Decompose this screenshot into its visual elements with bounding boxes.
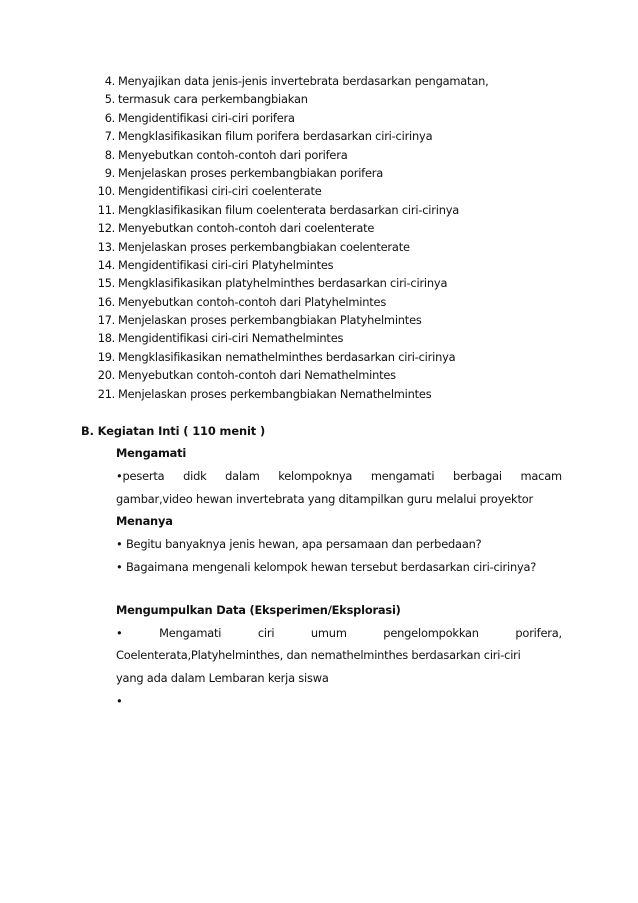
- objective-number: 18.: [97, 331, 115, 346]
- objective-item: [91, 385, 571, 403]
- objective-text: Menyebutkan contoh-contoh dari porifera: [118, 147, 348, 162]
- mengamati-word: dalam: [225, 468, 260, 483]
- objective-item: [91, 293, 571, 311]
- objective-text: Menyebutkan contoh-contoh dari Platyhelmintes: [118, 294, 387, 309]
- objective-number: 15.: [97, 276, 115, 291]
- mengumpulkan-word: umum: [310, 625, 347, 640]
- objective-number: 5.: [104, 92, 115, 107]
- objective-number: 4.: [104, 74, 115, 88]
- objective-number: 11.: [97, 202, 115, 217]
- objective-item: [91, 72, 571, 90]
- objective-item: [91, 127, 571, 145]
- objective-item: [91, 90, 571, 108]
- objective-text: Menyajikan data jenis-jenis invertebrata berdasarkan pengamatan,: [118, 74, 489, 88]
- objective-text: Menjelaskan proses perkembangbiakan porifera: [118, 165, 384, 180]
- objective-text: Menyebutkan contoh-contoh dari Nemathelmintes: [118, 368, 396, 383]
- objective-number: 21.: [97, 386, 115, 401]
- objective-item: [91, 201, 571, 219]
- objective-text: Mengklasifikasikan filum porifera berdasarkan ciri-cirinya: [118, 129, 433, 144]
- mengumpulkan-word: ciri: [257, 625, 275, 640]
- section-b: [81, 420, 571, 713]
- objective-item: [91, 311, 571, 329]
- objective-text: Menjelaskan proses perkembangbiakan Nemathelmintes: [118, 386, 432, 401]
- objective-text: Mengklasifikasikan nemathelminthes berdasarkan ciri-cirinya: [118, 349, 456, 364]
- menanya-question-1: • Begitu banyaknya jenis hewan, apa persamaan dan perbedaan?: [116, 537, 482, 552]
- objective-number: 13.: [97, 239, 115, 254]
- mengamati-word: kelompoknya: [278, 468, 353, 483]
- mengumpulkan-line-1: [116, 622, 562, 645]
- objective-number: 17.: [97, 313, 115, 328]
- objective-number: 19.: [97, 349, 115, 364]
- mengamati-word: mengamati: [370, 468, 435, 483]
- objective-text: termasuk cara perkembangbiakan: [118, 92, 308, 107]
- mengumpulkan-heading: Mengumpulkan Data (Eksperimen/Eksplorasi): [116, 602, 401, 617]
- mengumpulkan-word: pengelompokkan: [383, 625, 479, 640]
- objective-item: [91, 182, 571, 200]
- menanya-question-2: • Bagaimana mengenali kelompok hewan tersebut berdasarkan ciri-cirinya?: [116, 559, 537, 574]
- mengumpulkan-line-2-text: Coelenterata,Platyhelminthes, dan nemathelminthes berdasarkan ciri-ciri: [116, 648, 521, 663]
- spacer: [116, 579, 562, 599]
- section-b-title: B. Kegiatan Inti ( 110 menit ): [81, 424, 266, 438]
- objective-item: [91, 146, 571, 164]
- objective-item: [91, 109, 571, 127]
- objective-text: Mengklasifikasikan platyhelminthes berdasarkan ciri-cirinya: [118, 276, 448, 291]
- objective-number: 10.: [97, 184, 115, 199]
- mengumpulkan-word: porifera,: [515, 625, 562, 640]
- objective-number: 6.: [104, 110, 115, 125]
- mengumpulkan-word: •: [116, 625, 123, 640]
- objective-item: [91, 348, 571, 366]
- mengumpulkan-word: Mengamati: [159, 625, 222, 640]
- mengamati-heading: Mengamati: [116, 446, 187, 460]
- objective-item: [91, 164, 571, 182]
- objective-number: 14.: [97, 257, 115, 272]
- objective-text: Mengidentifikasi ciri-ciri coelenterate: [118, 184, 322, 199]
- mengumpulkan-line-2: [116, 644, 562, 667]
- objective-number: 7.: [104, 129, 115, 144]
- mengamati-line-1: [116, 465, 562, 488]
- mengumpulkan-line-3: yang ada dalam Lembaran kerja siswa: [116, 671, 329, 686]
- mengamati-word: didk: [183, 468, 207, 483]
- objective-text: Mengidentifikasi ciri-ciri porifera: [118, 110, 295, 125]
- objective-number: 8.: [104, 147, 115, 162]
- mengamati-line-2: gambar,video hewan invertebrata yang ditampilkan guru melalui proyektor: [116, 491, 533, 506]
- mengamati-word: •peserta: [116, 468, 165, 483]
- objective-number: 20.: [97, 368, 115, 383]
- objective-number: 16.: [97, 294, 115, 309]
- mengamati-word: macam: [520, 468, 562, 483]
- mengamati-word: berbagai: [452, 468, 502, 483]
- menanya-heading: Menanya: [116, 514, 173, 529]
- objective-number: 9.: [104, 165, 115, 180]
- objective-number: 12.: [97, 221, 115, 236]
- objective-text: Mengidentifikasi ciri-ciri Platyhelmintes: [118, 257, 334, 272]
- objective-item: [91, 329, 571, 347]
- objective-text: Menjelaskan proses perkembangbiakan Platyhelmintes: [118, 313, 422, 328]
- objective-text: Mengklasifikasikan filum coelenterata berdasarkan ciri-cirinya: [118, 202, 460, 217]
- section-b-body: [116, 442, 562, 713]
- objective-item: [91, 256, 571, 274]
- objective-item: [91, 238, 571, 256]
- objective-list: [91, 72, 571, 403]
- objective-item: [91, 366, 571, 384]
- objective-text: Mengidentifikasi ciri-ciri Nemathelmintes: [118, 331, 344, 346]
- objective-text: Menjelaskan proses perkembangbiakan coelenterate: [118, 239, 410, 254]
- objective-item: [91, 219, 571, 237]
- objective-item: [91, 274, 571, 292]
- objective-text: Menyebutkan contoh-contoh dari coelenterate: [118, 221, 375, 236]
- mengumpulkan-bullet: •: [116, 693, 123, 708]
